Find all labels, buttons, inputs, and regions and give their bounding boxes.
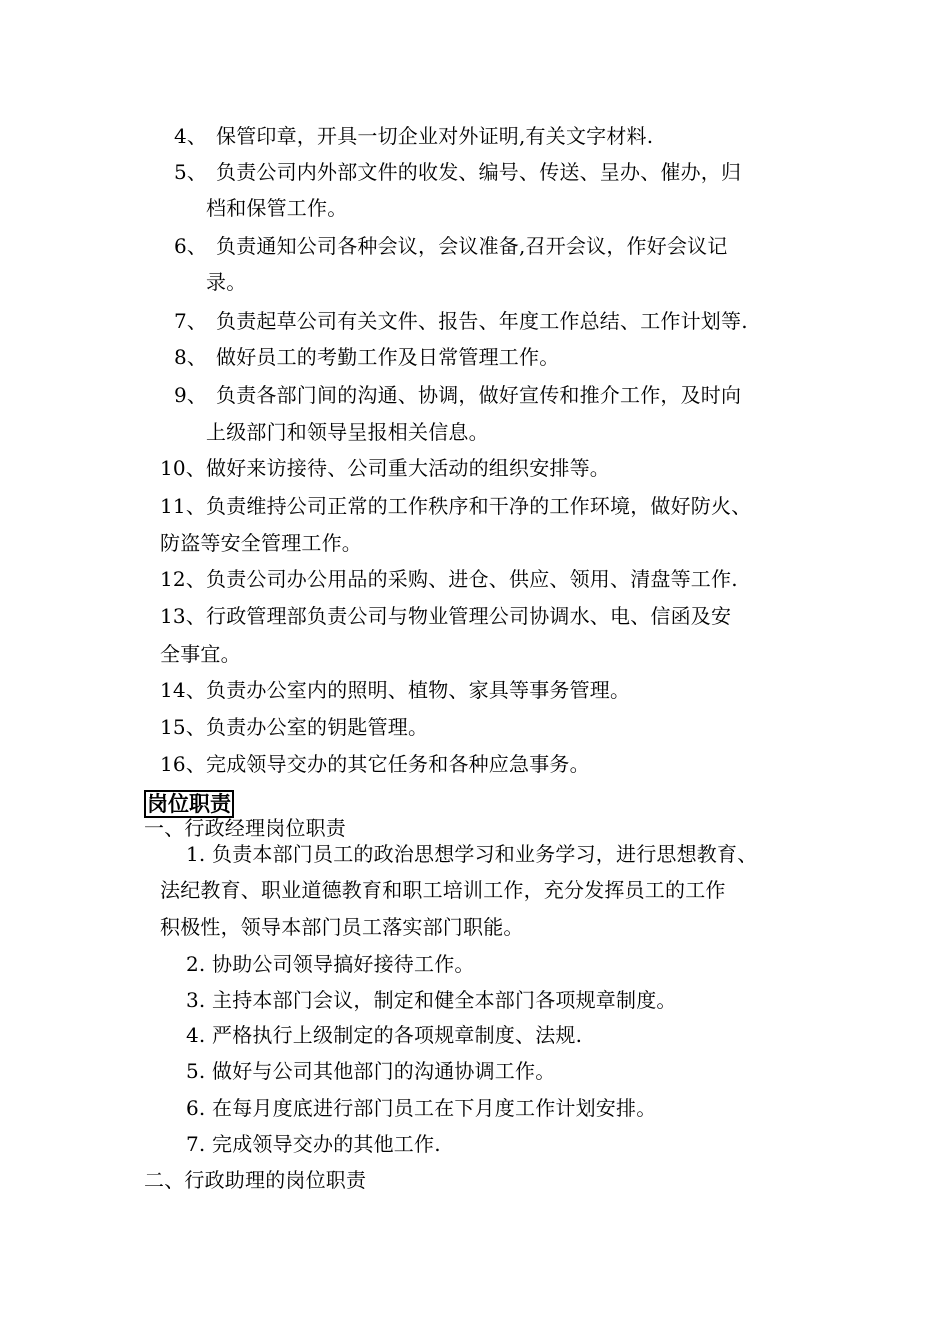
list-text: 行政管理部负责公司与物业管理公司协调水、电、信函及安: [206, 604, 732, 628]
list-item: [160, 752, 590, 776]
list-item: [186, 1096, 656, 1120]
list-text: 负责公司办公用品的采购、进仓、供应、领用、清盘等工作.: [206, 567, 738, 591]
list-text: 做好员工的考勤工作及日常管理工作。: [216, 345, 560, 369]
list-number: 11、: [160, 494, 207, 518]
list-text: 保管印章，开具一切企业对外证明,有关文字材料.: [216, 124, 654, 148]
list-number: 7、: [174, 309, 208, 333]
list-item: [186, 1023, 582, 1047]
list-item-continuation: 录。: [206, 270, 247, 294]
list-text: 负责起草公司有关文件、报告、年度工作总结、工作计划等.: [216, 309, 748, 333]
list-item-continuation: 法纪教育、职业道德教育和职工培训工作，充分发挥员工的工作: [160, 878, 726, 902]
list-number: 6、: [174, 234, 208, 258]
list-item: [186, 1132, 441, 1156]
list-item: [160, 604, 731, 628]
list-number: 16、: [160, 752, 207, 776]
list-number: 5.: [186, 1059, 206, 1083]
list-number: 4.: [186, 1023, 206, 1047]
list-number: 7.: [186, 1132, 206, 1156]
subsection-title: 一、行政经理岗位职责: [144, 816, 346, 840]
list-item: [160, 567, 738, 591]
list-item-continuation: 积极性，领导本部门员工落实部门职能。: [160, 915, 524, 939]
list-number: 4、: [174, 124, 208, 148]
list-text: 负责办公室内的照明、植物、家具等事务管理。: [206, 678, 631, 702]
list-item: [174, 345, 559, 369]
list-item: [186, 1059, 555, 1083]
list-item: [160, 456, 610, 480]
list-number: 5、: [174, 160, 208, 184]
list-item: [174, 309, 748, 333]
list-number: 13、: [160, 604, 207, 628]
list-number: 3.: [186, 988, 206, 1012]
list-item-continuation: 档和保管工作。: [206, 196, 348, 220]
list-item: [174, 160, 741, 184]
list-text: 负责各部门间的沟通、协调，做好宣传和推介工作，及时向: [216, 383, 742, 407]
list-number: 8、: [174, 345, 208, 369]
list-item-continuation: 上级部门和领导呈报相关信息。: [206, 420, 489, 444]
subsection-title: 二、行政助理的岗位职责: [144, 1168, 367, 1192]
list-text: 主持本部门会议，制定和健全本部门各项规章制度。: [212, 988, 677, 1012]
list-number: 6.: [186, 1096, 206, 1120]
list-text: 在每月度底进行部门员工在下月度工作计划安排。: [212, 1096, 657, 1120]
list-number: 9、: [174, 383, 208, 407]
list-text: 负责公司内外部文件的收发、编号、传送、呈办、催办，归: [216, 160, 742, 184]
list-item: [174, 234, 728, 258]
list-item-continuation: 防盗等安全管理工作。: [160, 531, 362, 555]
list-item: [186, 952, 475, 976]
list-text: 严格执行上级制定的各项规章制度、法规.: [212, 1023, 583, 1047]
list-text: 完成领导交办的其它任务和各种应急事务。: [206, 752, 590, 776]
list-item: [160, 678, 630, 702]
list-item: [186, 842, 757, 866]
list-text: 负责维持公司正常的工作秩序和干净的工作环境，做好防火、: [206, 494, 752, 518]
list-number: 1.: [186, 842, 206, 866]
section-heading: 岗位职责: [144, 790, 234, 818]
list-item: [174, 124, 653, 148]
list-number: 14、: [160, 678, 207, 702]
list-text: 完成领导交办的其他工作.: [212, 1132, 441, 1156]
list-item: [186, 988, 677, 1012]
list-item: [160, 715, 428, 739]
list-text: 协助公司领导搞好接待工作。: [212, 952, 475, 976]
list-text: 负责通知公司各种会议，会议准备,召开会议，作好会议记: [216, 234, 728, 258]
list-item: [174, 383, 741, 407]
list-item: [160, 494, 751, 518]
list-number: 15、: [160, 715, 207, 739]
list-text: 做好与公司其他部门的沟通协调工作。: [212, 1059, 556, 1083]
list-text: 负责办公室的钥匙管理。: [206, 715, 429, 739]
list-text: 做好来访接待、公司重大活动的组织安排等。: [206, 456, 610, 480]
list-text: 负责本部门员工的政治思想学习和业务学习，进行思想教育、: [212, 842, 758, 866]
list-number: 2.: [186, 952, 206, 976]
list-number: 12、: [160, 567, 207, 591]
list-number: 10、: [160, 456, 207, 480]
list-item-continuation: 全事宜。: [160, 642, 241, 666]
